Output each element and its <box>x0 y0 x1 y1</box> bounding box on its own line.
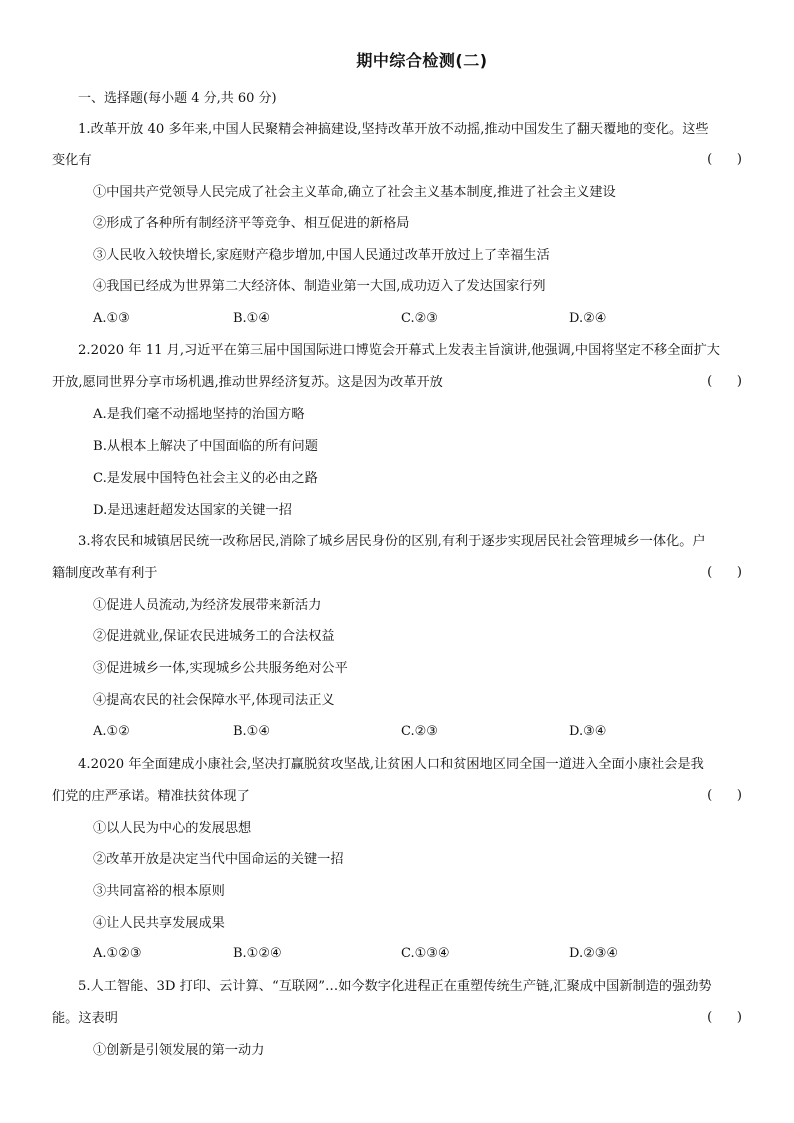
question-4-stem-line1: 4.2020 年全面建成小康社会,坚决打赢脱贫攻坚战,让贫困人口和贫困地区同全国一道进入全面小康社会是我 <box>78 757 704 772</box>
choice-row <box>93 946 733 964</box>
statement: ②形成了各种所有制经济平等竞争、相互促进的新格局 <box>93 216 410 231</box>
statement: ①中国共产党领导人民完成了社会主义革命,确立了社会主义基本制度,推进了社会主义建设 <box>93 185 616 200</box>
question-2-stem-line1: 2.2020 年 11 月,习近平在第三届中国国际进口博览会开幕式上发表主旨演讲,他强调,中国将坚定不移全面扩大 <box>78 343 720 358</box>
question-1-stem-line1: 1.改革开放 40 多年来,中国人民聚精会神搞建设,坚持改革开放不动摇,推动中国发生了翻天覆地的变化。这些 <box>78 122 709 137</box>
choice-d: D.②③④ <box>569 946 619 961</box>
choice-c: C.②③ <box>401 724 438 739</box>
option-d: D.是迅速赶超发达国家的关键一招 <box>93 503 292 518</box>
question-3-stem-line2: 籍制度改革有利于 <box>52 566 158 581</box>
question-3-stem-line1: 3.将农民和城镇居民统一改称居民,消除了城乡居民身份的区别,有利于逐步实现居民社会管理城乡一体化。户 <box>78 534 706 549</box>
answer-blank: ( ) <box>707 788 742 803</box>
question-4-stem-line2: 们党的庄严承诺。精准扶贫体现了 <box>52 789 250 804</box>
choice-c: C.②③ <box>401 311 438 326</box>
statement: ②改革开放是决定当代中国命运的关键一招 <box>93 852 344 867</box>
page-title: 期中综合检测(二) <box>356 51 488 70</box>
choice-d: D.③④ <box>569 724 607 739</box>
section-heading: 一、选择题(每小题 4 分,共 60 分) <box>78 91 277 106</box>
question-2-stem-line2: 开放,愿同世界分享市场机遇,推动世界经济复苏。这是因为改革开放 <box>52 375 443 390</box>
choice-b: B.①②④ <box>233 946 282 961</box>
statement: ③共同富裕的根本原则 <box>93 884 225 899</box>
option-b: B.从根本上解决了中国面临的所有问题 <box>93 439 318 454</box>
choice-b: B.①④ <box>233 724 270 739</box>
choice-row <box>93 724 733 742</box>
option-c: C.是发展中国特色社会主义的必由之路 <box>93 471 318 486</box>
answer-blank: ( ) <box>707 565 742 580</box>
statement: ④让人民共享发展成果 <box>93 916 225 931</box>
choice-row <box>93 311 733 329</box>
answer-blank: ( ) <box>707 152 742 167</box>
question-5-stem-line2: 能。这表明 <box>52 1011 118 1026</box>
statement: ①创新是引领发展的第一动力 <box>93 1043 265 1058</box>
answer-blank: ( ) <box>707 1010 742 1025</box>
choice-a: A.①③ <box>93 311 130 326</box>
choice-b: B.①④ <box>233 311 270 326</box>
choice-c: C.①③④ <box>401 946 450 961</box>
statement: ④我国已经成为世界第二大经济体、制造业第一大国,成功迈入了发达国家行列 <box>93 279 546 294</box>
statement: ③人民收入较快增长,家庭财产稳步增加,中国人民通过改革开放过上了幸福生活 <box>93 248 550 263</box>
choice-a: A.①② <box>93 724 130 739</box>
statement: ③促进城乡一体,实现城乡公共服务绝对公平 <box>93 661 348 676</box>
answer-blank: ( ) <box>707 374 742 389</box>
statement: ①以人民为中心的发展思想 <box>93 821 252 836</box>
statement: ②促进就业,保证农民进城务工的合法权益 <box>93 629 335 644</box>
choice-a: A.①②③ <box>93 946 142 961</box>
statement: ①促进人员流动,为经济发展带来新活力 <box>93 598 322 613</box>
question-1-stem-line2: 变化有 <box>52 153 92 168</box>
option-a: A.是我们毫不动摇地坚持的治国方略 <box>93 407 305 422</box>
question-5-stem-line1: 5.人工智能、3D 打印、云计算、“互联网”…如今数字化进程正在重塑传统生产链,汇聚成中国新制造的强劲势 <box>78 979 712 994</box>
choice-d: D.②④ <box>569 311 607 326</box>
statement: ④提高农民的社会保障水平,体现司法正义 <box>93 693 335 708</box>
